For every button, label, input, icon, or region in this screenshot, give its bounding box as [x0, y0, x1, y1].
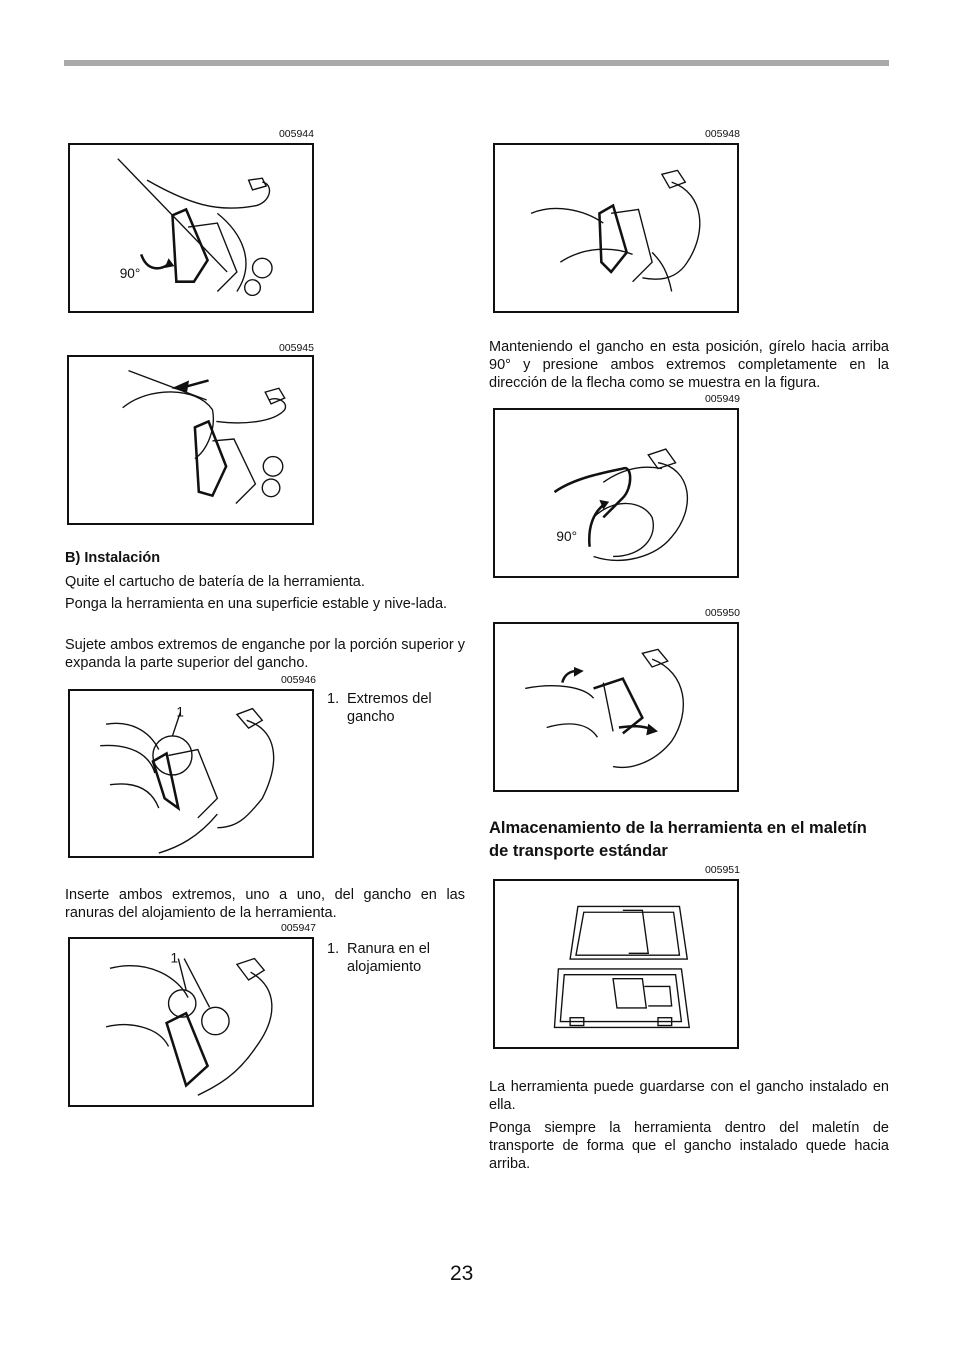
- figure-rotate-hook-up: [493, 408, 739, 578]
- figure-hook-removal: [67, 355, 314, 525]
- figure-code: 005949: [704, 393, 740, 405]
- figure-hook-rotate: [68, 143, 314, 313]
- paragraph: Quite el cartucho de batería de la herramienta.: [65, 574, 365, 590]
- figure-housing-slot: [68, 937, 314, 1107]
- callout-text: Extremos del gancho: [347, 691, 432, 725]
- paragraph: Manteniendo el gancho en esta posición, gírelo hacia arriba 90° y presione ambos extremos completamente en la dirección de la flecha como se muestra en la figura.: [489, 339, 889, 391]
- callout-text: Ranura en el alojamiento: [347, 941, 431, 975]
- figure-code: 005947: [280, 922, 316, 934]
- paragraph: Sujete ambos extremos de enganche por la porción superior y expanda la parte superior del gancho.: [65, 637, 465, 671]
- paragraph: Ponga siempre la herramienta dentro del maletín de transporte de forma que el gancho instalado quede hacia arriba.: [489, 1120, 889, 1172]
- figure-code: 005950: [704, 607, 740, 619]
- page-number: 23: [450, 1262, 474, 1285]
- figure-carrying-case: [493, 879, 739, 1049]
- figure-press-hook-ends: [493, 622, 739, 792]
- paragraph: La herramienta puede guardarse con el gancho instalado en ella.: [489, 1079, 889, 1113]
- figure-hook-ends: [68, 689, 314, 858]
- figure-code: 005951: [704, 864, 740, 876]
- figure-code: 005945: [278, 342, 314, 354]
- paragraph: Ponga la herramienta en una superficie estable y nive-lada.: [65, 596, 448, 612]
- section-heading-storage: Almacenamiento de la herramienta en el maletín de transporte estándar: [489, 819, 867, 860]
- callout-index: 1.: [327, 691, 340, 707]
- section-heading-installation: B) Instalación: [65, 550, 161, 566]
- figure-code: 005944: [278, 128, 314, 140]
- header-rule: [64, 60, 889, 66]
- angle-label: 90°: [119, 265, 141, 281]
- angle-label: 90°: [556, 528, 578, 544]
- figure-code: 005948: [704, 128, 740, 140]
- callout-number: 1: [176, 704, 184, 720]
- paragraph: Inserte ambos extremos, uno a uno, del gancho en las ranuras del alojamiento de la herramienta.: [65, 887, 465, 921]
- callout-index: 1.: [327, 941, 340, 957]
- figure-hold-hook: [493, 143, 739, 313]
- callout-number: 1: [170, 950, 179, 966]
- figure-code: 005946: [280, 674, 316, 686]
